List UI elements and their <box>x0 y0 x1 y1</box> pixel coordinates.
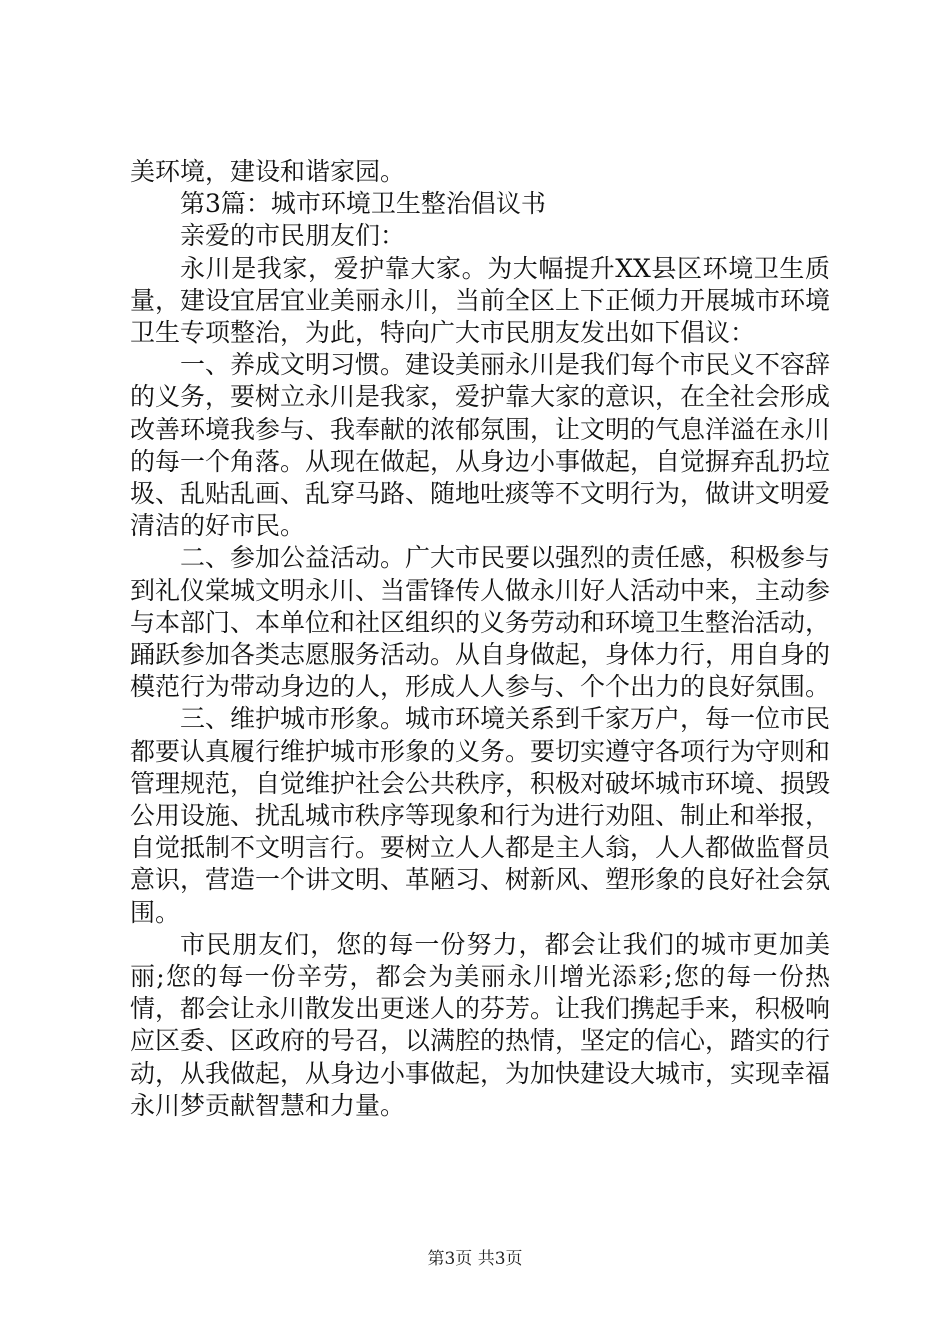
paragraph-continuation: 美环境，建设和谐家园。 <box>130 157 406 186</box>
paragraph-point-3: 三、维护城市形象。城市环境关系到千家万户，每一位市民都要认真履行维护城市形象的义务。要切实遵守各项行为守则和管理规范，自觉维护社会公共秩序，积极对破坏城市环境、损毁公用设施、扰乱城市秩序等现象和行为进行劝阻、制止和举报，自觉抵制不文明言行。要树立人人都是主人翁，人人都做监督员意识，营造一个讲文明、革陋习、树新风、塑形象的良好社会氛围。 <box>130 704 831 927</box>
section-title: 第3篇：城市环境卫生整治倡议书 <box>180 189 546 219</box>
paragraph-intro: 永川是我家，爱护靠大家。为大幅提升XX县区环境卫生质量，建设宜居宜业美丽永川，当前全区上下正倾力开展城市环境卫生专项整治，为此，特向广大市民朋友发出如下倡议： <box>130 253 831 348</box>
paragraph-point-2: 二、参加公益活动。广大市民要以强烈的责任感，积极参与到礼仪棠城文明永川、当雷锋传人做永川好人活动中来，主动参与本部门、本单位和社区组织的义务劳动和环境卫生整治活动，踊跃参加各类志愿服务活动。从自身做起，身体力行，用自身的模范行为带动身边的人，形成人人参与、个个出力的良好氛围。 <box>130 543 831 702</box>
paragraph-closing: 市民朋友们，您的每一份努力，都会让我们的城市更加美丽;您的每一份辛劳，都会为美丽永川增光添彩;您的每一份热情，都会让永川散发出更迷人的芬芳。让我们携起手来，积极响应区委、区政府的号召，以满腔的热情，坚定的信心，踏实的行动，从我做起，从身边小事做起，为加快建设大城市，实现幸福永川梦贡献智慧和力量。 <box>130 929 831 1120</box>
page-footer: 第3页 共3页 <box>427 1249 523 1269</box>
paragraph-point-1: 一、养成文明习惯。建设美丽永川是我们每个市民义不容辞的义务，要树立永川是我家，爱护靠大家的意识，在全社会形成改善环境我参与、我奉献的浓郁氛围，让文明的气息洋溢在永川的每一个角落。从现在做起，从身边小事做起，自觉摒弃乱扔垃圾、乱贴乱画、乱穿马路、随地吐痰等不文明行为，做讲文明爱清洁的好市民。 <box>130 350 831 541</box>
document-body <box>130 156 830 1122</box>
salutation: 亲爱的市民朋友们： <box>180 221 406 251</box>
